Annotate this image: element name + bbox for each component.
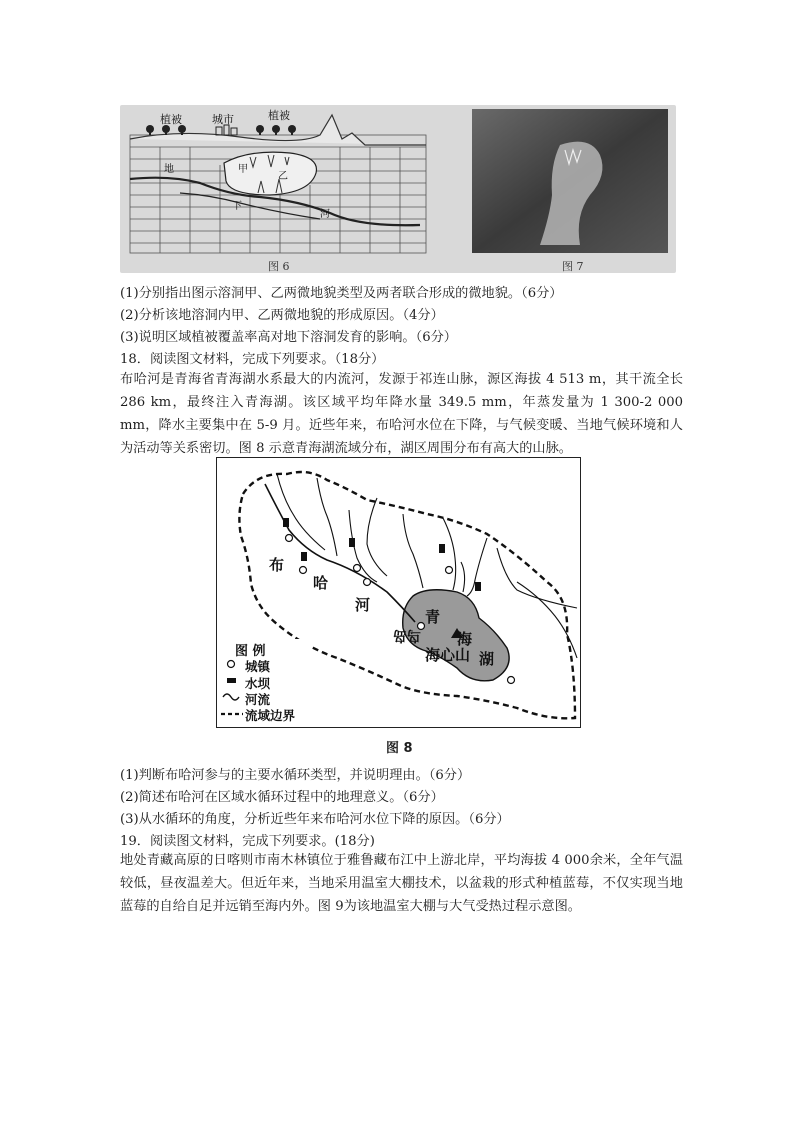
figure-8-map bbox=[216, 457, 581, 728]
q18-sub-2: (2)简述布哈河在区域水循环过程中的地理意义。（6分） bbox=[120, 790, 444, 805]
legend-dam: 水坝 bbox=[245, 676, 271, 691]
figure-7-caption: 图 7 bbox=[562, 260, 584, 273]
legend-title: 图 例 bbox=[235, 644, 266, 659]
haixin-mountain-label: 海心山 bbox=[425, 646, 471, 664]
q18-paragraph: 布哈河是青海省青海湖水系最大的内流河，发源于祁连山脉，源区海拔 4 513 m，其干流全长 286 km，最终注入青海湖。该区域平均年降水量 349.5 mm，年蒸发量为 1 300-2 000 mm，降水主要集中在 5-9 月。近些年来，布哈河水位在下降，与气候变暖、当地气候环境和人为活动等关系密切。图 8 示意青海湖流域分布，湖区周围分布有高大的山脉。 bbox=[120, 372, 683, 456]
city-label: 城市 bbox=[212, 113, 234, 126]
cave-label-jia: 甲 bbox=[238, 164, 248, 175]
figure-8-caption: 图 8 bbox=[386, 741, 413, 756]
legend-town: 城镇 bbox=[245, 659, 271, 674]
lake-name-char-3: 湖 bbox=[479, 650, 495, 668]
underground-label-he: 河 bbox=[320, 209, 330, 220]
cave-label-yi: 乙 bbox=[278, 171, 288, 182]
q17-sub-3: (3)说明区域植被覆盖率高对地下溶洞发育的影响。（6分） bbox=[120, 330, 457, 345]
river-name-char-1: 布 bbox=[269, 556, 285, 574]
q17-sub-2: (2)分析该地溶洞内甲、乙两微地貌的形成原因。（4分） bbox=[120, 308, 444, 323]
lake-name-char-1: 青 bbox=[425, 608, 441, 626]
legend-river: 河流 bbox=[245, 692, 271, 707]
legend-boundary: 流域边界 bbox=[245, 708, 296, 723]
underground-label-di: 地 bbox=[164, 164, 174, 175]
underground-label-xia: 下 bbox=[232, 201, 242, 212]
figure-6-diagram bbox=[120, 105, 676, 273]
q19-heading: 19．阅读图文材料，完成下列要求。(18分) bbox=[120, 834, 375, 849]
bird-island-label: 鸟岛 bbox=[393, 627, 421, 643]
figure-6-7-image bbox=[120, 105, 676, 273]
river-name-char-3: 河 bbox=[355, 596, 371, 614]
q18-heading: 18．阅读图文材料，完成下列要求。（18分） bbox=[120, 352, 385, 367]
q17-sub-1: (1)分别指出图示溶洞甲、乙两微地貌类型及两者联合形成的微地貌。（6分） bbox=[120, 286, 563, 301]
figure-6-caption: 图 6 bbox=[268, 260, 290, 273]
vegetation-label: 植被 bbox=[160, 113, 182, 126]
lake-name-char-2: 海 bbox=[457, 630, 473, 648]
map-legend bbox=[217, 639, 311, 727]
q18-sub-1: (1)判断布哈河参与的主要水循环类型，并说明理由。（6分） bbox=[120, 768, 471, 783]
river-name-char-2: 哈 bbox=[313, 574, 329, 592]
q19-paragraph: 地处青藏高原的日喀则市南木林镇位于雅鲁藏布江中上游北岸，平均海拔 4 000余米，全年气温较低，昼夜温差大。但近年来，当地采用温室大棚技术，以盆栽的形式种植蓝莓，不仅实现当地蓝莓的自给自足并远销至海内外。图 9为该地温室大棚与大气受热过程示意图。 bbox=[120, 853, 683, 914]
q18-sub-3: (3)从水循环的角度，分析近些年来布哈河水位下降的原因。（6分） bbox=[120, 812, 510, 827]
vegetation-label-right: 植被 bbox=[268, 109, 290, 122]
